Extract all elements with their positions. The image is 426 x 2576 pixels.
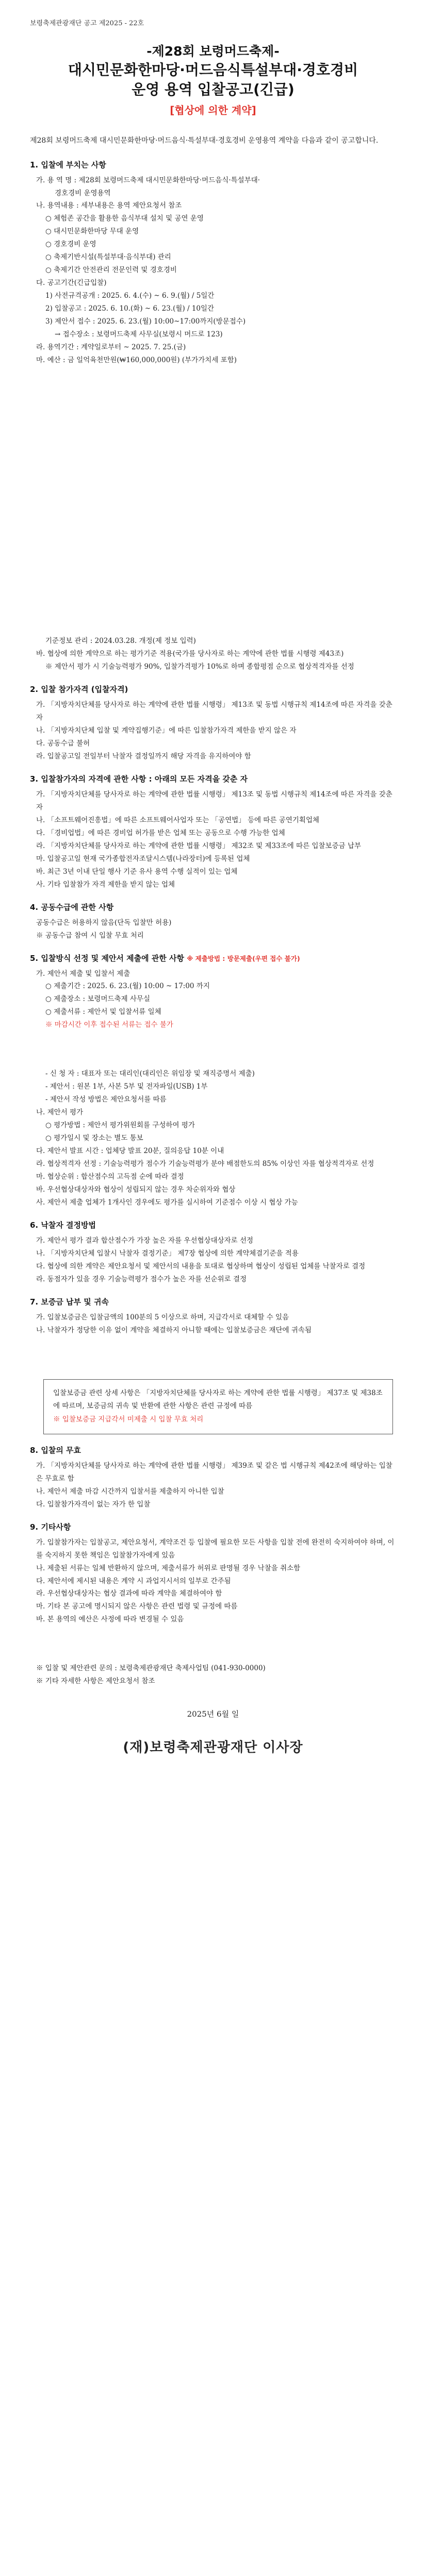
section-7-heading: 7. 보증금 납부 및 귀속 <box>30 1297 109 1307</box>
title-line-3: 운영 용역 입찰공고(긴급) <box>132 80 294 98</box>
sec5-tail-line: - 신 청 자 : 대표자 또는 대리인(대리인은 위임장 및 재직증명서 제출) <box>45 1070 255 1078</box>
sec3-line: 가. 「지방자치단체를 당사자로 하는 계약에 관한 법률 시행령」 제13조 및 동법 시행규칙 제14조에 따른 자격을 갖춘 자 <box>36 790 392 811</box>
sec1-line: ○ 체험존 공간을 활용한 음식부대 설치 및 공연 운영 <box>45 214 204 223</box>
sec1-line: → 접수장소 : 보령머드축제 사무실(보령시 머드로 123) <box>55 330 223 339</box>
sec1-tail-line: 바. 협상에 의한 계약으로 하는 평가기준 적용(국가를 당사자로 하는 계약에 관한 법률 시행령 제43조) <box>36 650 344 658</box>
sec6-line: 가. 제안서 평가 결과 합산점수가 가장 높은 자를 우선협상대상자로 선정 <box>36 1236 254 1245</box>
section-1-heading: 1. 입찰에 부치는 사항 <box>30 160 106 170</box>
sec5-tail-line: 바. 우선협상대상자와 협상이 성립되지 않는 경우 차순위자와 협상 <box>36 1185 236 1194</box>
section-2 <box>30 684 396 763</box>
sec5-tail-line: - 제안서 : 원본 1부, 사본 5부 및 전자파일(USB) 1부 <box>45 1082 208 1091</box>
sec9-line: 바. 본 용역의 예산은 사정에 따라 변경될 수 있음 <box>36 1615 184 1624</box>
sec5-line: ○ 제출서류 : 제안서 및 입찰서류 일체 <box>45 1008 161 1016</box>
sec5-tail-line: 사. 제안서 제출 업체가 1개사인 경우에도 평가를 실시하여 기준점수 이상 시 협상 가능 <box>36 1198 298 1207</box>
sec5-tail-line: 다. 제안서 발표 시간 : 업체당 발표 20분, 질의응답 10분 이내 <box>36 1147 224 1156</box>
sec8-line: 다. 입찰참가자격이 없는 자가 한 입찰 <box>36 1500 151 1509</box>
section-6-heading: 6. 낙찰자 결정방법 <box>30 1221 96 1230</box>
sec5-line: 가. 제안서 제출 및 입찰서 제출 <box>36 969 130 978</box>
sec5-line: ※ 마감시간 이후 접수된 서류는 접수 불가 <box>45 1021 173 1029</box>
sec5-line: ○ 제출기간 : 2025. 6. 23.(월) 10:00 ~ 17:00 까지 <box>45 982 210 991</box>
section-5-heading-text: 5. 입찰방식 선정 및 제안서 제출에 관한 사항 <box>30 953 185 963</box>
sec9-line: 가. 입찰참가자는 입찰공고, 제안요청서, 계약조건 등 입찰에 필요한 모든 사항을 입찰 전에 완전히 숙지하여야 하며, 이를 숙지하지 못한 책임은 입찰참가자에게 있음 <box>36 1538 395 1560</box>
sec3-line: 바. 최근 3년 이내 단일 행사 기준 유사 용역 수행 실적이 있는 업체 <box>36 867 238 876</box>
footer-date: 2025년 6월 일 <box>187 1709 239 1719</box>
sec7-line: 가. 입찰보증금은 입찰금액의 100분의 5 이상으로 하며, 지급각서로 대체할 수 있음 <box>36 1313 289 1321</box>
sec1-line: ○ 축제기반시설(특설부대·음식부대) 관리 <box>45 253 171 262</box>
section-3-heading: 3. 입찰참가자의 자격에 관한 사항 : 아래의 모든 자격을 갖춘 자 <box>30 774 248 784</box>
sec1-line: ○ 축제기간 안전관리 전문인력 및 경호경비 <box>45 266 177 275</box>
sec3-line: 라. 「지방자치단체를 당사자로 하는 계약에 관한 법률 시행령」 제32조 및 제33조에 따른 입찰보증금 납부 <box>36 841 362 850</box>
sec1-line: 3) 제안서 접수 : 2025. 6. 23.(월) 10:00~17:00까지(방문접수) <box>45 317 246 326</box>
sec3-line: 나. 「소프트웨어진흥법」에 따른 소프트웨어사업자 또는 「공연법」 등에 따른 공연기획업체 <box>36 816 320 824</box>
sec1-tail-line: 기준정보 관리 : 2024.03.28. 개정(제 정보 입력) <box>45 637 196 646</box>
notice-box <box>43 1379 393 1434</box>
sec9-line: 마. 기타 본 공고에 명시되지 않은 사항은 관련 법령 및 규정에 따름 <box>36 1602 238 1611</box>
sec5-tail-line: 마. 협상순위 : 합산점수의 고득점 순에 따라 결정 <box>36 1173 184 1181</box>
sec6-line: 다. 협상에 의한 계약은 제안요청서 및 제안서의 내용을 토대로 협상하며 협상이 성립된 업체를 낙찰자로 결정 <box>36 1262 366 1270</box>
sec9-line: 다. 제안서에 제시된 내용은 계약 시 과업지시서의 일부로 간주됨 <box>36 1577 231 1585</box>
sec1-line: 다. 공고기간(긴급입찰) <box>36 279 107 287</box>
sec2-line: 다. 공동수급 불허 <box>36 739 90 748</box>
blank-space <box>30 1337 396 1373</box>
sec4-line: 공동수급은 허용하지 않음(단독 입찰만 허용) <box>36 918 172 927</box>
sec5-tail-line: ○ 평가방법 : 제안서 평가위원회를 구성하여 평가 <box>45 1121 195 1130</box>
sec1-line: ○ 대시민문화한마당 무대 운영 <box>45 227 139 236</box>
contact-line: ※ 기타 자세한 사항은 제안요청서 참조 <box>36 1677 155 1686</box>
title-line-1: -제28회 보령머드축제- <box>146 44 280 59</box>
sec5-tail-line: 나. 제안서 평가 <box>36 1108 84 1117</box>
blank-space <box>30 1626 396 1662</box>
section-9-heading: 9. 기타사항 <box>30 1522 71 1532</box>
notice-number: 보령축제관광재단 공고 제2025 - 22호 <box>30 20 144 27</box>
sec3-line: 마. 입찰공고일 현재 국가종합전자조달시스템(나라장터)에 등록된 업체 <box>36 854 250 863</box>
section-5 <box>30 953 396 1032</box>
section-6 <box>30 1219 396 1286</box>
sec1-line: 라. 용역기간 : 계약일로부터 ~ 2025. 7. 25.(금) <box>36 343 186 352</box>
sec1-line: ○ 경호경비 운영 <box>45 240 96 249</box>
sec2-line: 라. 입찰공고일 전일부터 낙찰자 결정일까지 해당 자격을 유지하여야 함 <box>36 752 251 760</box>
sec6-line: 라. 동점자가 있을 경우 기술능력평가 점수가 높은 자를 선순위로 결정 <box>36 1275 247 1283</box>
sec1-line: 나. 용역내용 : 세부내용은 용역 제안요청서 참조 <box>36 201 182 210</box>
contact-line: ※ 입찰 및 제안관련 문의 : 보령축제관광재단 축제사업팀 (041-930-0000) <box>36 1664 266 1673</box>
sec1-line: 가. 용 역 명 : 제28회 보령머드축제 대시민문화한마당·머드음식·특설부대· <box>36 176 260 184</box>
section-9 <box>30 1521 396 1626</box>
section-8 <box>30 1445 396 1511</box>
sec9-line: 나. 제출된 서류는 일체 반환하지 않으며, 제출서류가 허위로 판명될 경우 낙찰을 취소함 <box>36 1564 301 1572</box>
sec3-line: 사. 기타 입찰참가 자격 제한을 받지 않는 업체 <box>36 880 175 889</box>
section-3 <box>30 773 396 891</box>
sec4-line: ※ 공동수급 참여 시 입찰 무효 처리 <box>36 931 144 940</box>
sec1-line: 1) 사전규격공개 : 2025. 6. 4.(수) ~ 6. 9.(월) / 5일간 <box>45 292 215 300</box>
sec9-line: 라. 우선협상대상자는 협상 결과에 따라 계약을 체결하여야 함 <box>36 1589 222 1598</box>
sec8-line: 나. 제안서 제출 마감 시간까지 입찰서를 제출하지 아니한 입찰 <box>36 1487 224 1496</box>
sec1-tail-line: ※ 제안서 평가 시 기술능력평가 90%, 입찰가격평가 10%로 하며 종합평점 순으로 협상적격자를 선정 <box>45 663 354 671</box>
section-8-heading: 8. 입찰의 무효 <box>30 1445 81 1455</box>
contract-type-subtitle: [협상에 의한 계약] <box>170 104 256 117</box>
section-5-heading <box>30 953 396 963</box>
footer-organization: (재)보령축제관광재단 이사장 <box>123 1740 303 1756</box>
sec2-line: 나. 「지방자치단체 입찰 및 계약집행기준」에 따른 입찰참가자격 제한을 받지 않은 자 <box>36 726 297 735</box>
sec5-tail-line: ○ 평가일시 및 장소는 별도 통보 <box>45 1134 143 1143</box>
sec3-line: 다. 「경비업법」에 따른 경비업 허가를 받은 업체 또는 공동으로 수행 가능한 업체 <box>36 828 285 837</box>
notice-box-warning: ※ 입찰보증금 지급각서 미제출 시 입찰 무효 처리 <box>53 1415 204 1424</box>
sec7-line: 나. 낙찰자가 정당한 이유 없이 계약을 체결하지 아니할 때에는 입찰보증금은 재단에 귀속됨 <box>36 1326 312 1334</box>
document-title <box>30 43 396 99</box>
sec2-line: 가. 「지방자치단체를 당사자로 하는 계약에 관한 법률 시행령」 제13조 및 동법 시행규칙 제14조에 따른 자격을 갖춘 자 <box>36 700 392 722</box>
section-4-heading: 4. 공동수급에 관한 사항 <box>30 902 114 912</box>
sec6-line: 나. 「지방자치단체 입찰시 낙찰자 결정기준」 제7장 협상에 의한 계약체결기준을 적용 <box>36 1249 299 1258</box>
section-5-note: ※ 제출방법 : 방문제출(우편 접수 불가) <box>187 954 300 962</box>
sec1-line: 경호경비 운영용역 <box>55 189 111 197</box>
sec1-line: 마. 예산 : 금 일억육천만원(₩160,000,000원) (부가가치세 포함) <box>36 356 237 365</box>
sec5-tail-line: - 제안서 작성 방법은 제안요청서를 따름 <box>45 1095 167 1104</box>
title-line-2: 대시민문화한마당·머드음식특설부대·경호경비 <box>68 61 358 78</box>
sec1-line: 2) 입찰공고 : 2025. 6. 10.(화) ~ 6. 23.(월) / 10일간 <box>45 304 215 313</box>
section-4 <box>30 902 396 942</box>
blank-space <box>30 1031 396 1067</box>
sec5-tail-line: 라. 협상적격자 선정 : 기술능력평가 점수가 기술능력평가 분야 배점한도의 85% 이상인 자를 협상적격자로 선정 <box>36 1160 374 1168</box>
section-2-heading: 2. 입찰 참가자격 (입찰자격) <box>30 684 128 694</box>
sec5-line: ○ 제출장소 : 보령머드축제 사무실 <box>45 995 151 1004</box>
sec8-line: 가. 「지방자치단체를 당사자로 하는 계약에 관한 법률 시행령」 제39조 및 같은 법 시행규칙 제42조에 해당하는 입찰은 무효로 함 <box>36 1461 392 1483</box>
blank-space <box>30 367 396 635</box>
section-1 <box>30 159 396 367</box>
notice-box-text: 입찰보증금 관련 상세 사항은 「지방자치단체를 당사자로 하는 계약에 관한 법률 시행령」 제37조 및 제38조에 따르며, 보증금의 귀속 및 반환에 관한 사항은 관련 규정에 따름 <box>53 1388 383 1411</box>
intro-paragraph: 제28회 보령머드축제 대시민문화한마당·머드음식·특설부대·경호경비 운영용역 계약을 다음과 같이 공고합니다. <box>30 137 379 145</box>
section-7 <box>30 1296 396 1337</box>
